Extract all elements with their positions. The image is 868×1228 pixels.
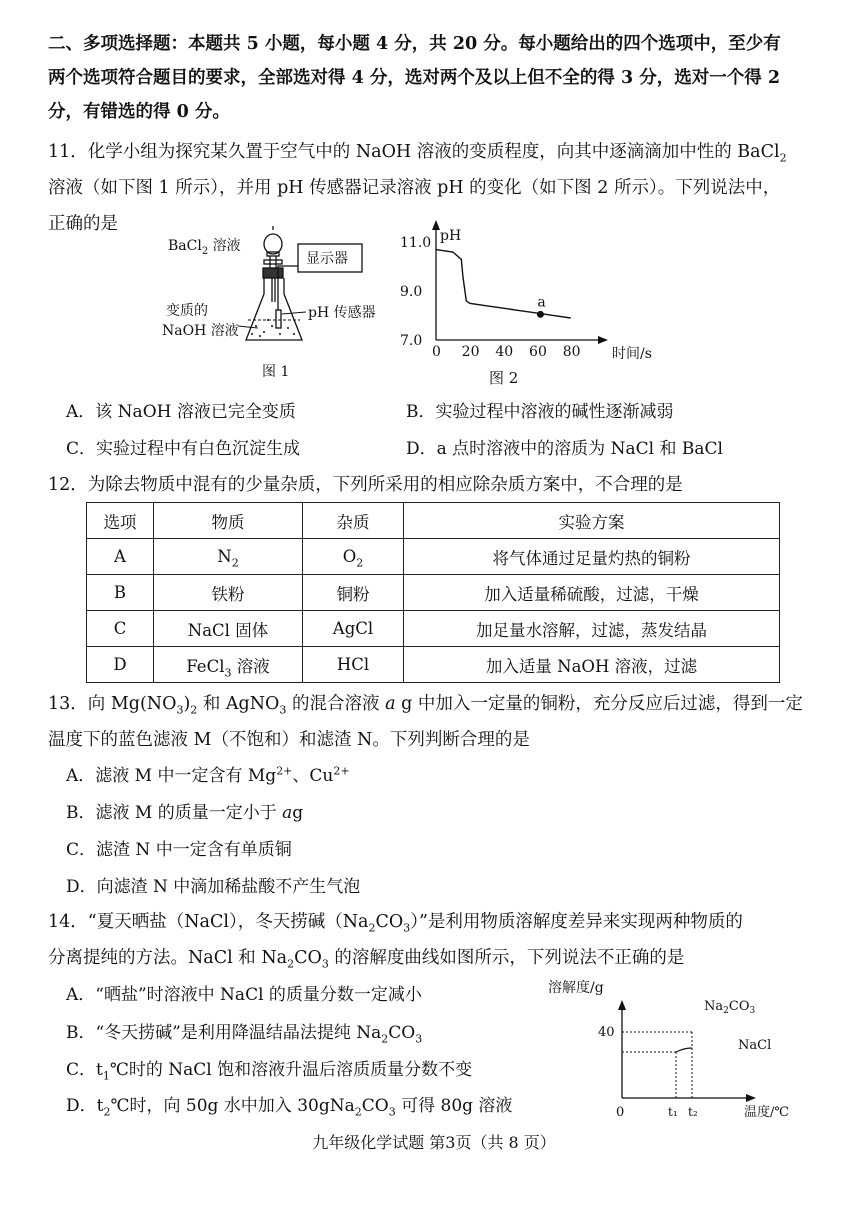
q13-option-a[interactable]: A．滤液 M 中一定含有 $Mg^{2+}$、$Cu^{2+}$ bbox=[66, 764, 350, 786]
solubility-origin: 0 bbox=[616, 1105, 625, 1120]
q13-option-c[interactable]: C．滤渣 N 中一定含有单质铜 bbox=[66, 840, 292, 860]
display-label: 显示器 bbox=[306, 251, 348, 267]
q11-option-b[interactable]: B．实验过程中溶液的碱性逐渐减弱 bbox=[406, 402, 674, 422]
ph-ytick-label: 11.0 bbox=[400, 235, 432, 252]
q11-stem-line1: 11．化学小组为探究某久置于空气中的 NaOH 溶液的变质程度，向其中逐滴滴加中性的 BaCl$_2$ bbox=[48, 142, 787, 165]
table-cell: HCl bbox=[303, 647, 404, 683]
q14-option-b[interactable]: B．“冬天捞碱”是利用降温结晶法提纯 $Na_2CO_3$ bbox=[66, 1023, 423, 1046]
table-cell: C bbox=[87, 611, 154, 647]
table-cell: $O_2$ bbox=[303, 539, 404, 575]
q11-stem-line2: 溶液（如下图 1 所示），并用 pH 传感器记录溶液 pH 的变化（如下图 2 所示）。下列说法中， bbox=[48, 178, 781, 198]
table-cell: D bbox=[87, 647, 154, 683]
fig1-naoh-label: NaOH 溶液 bbox=[162, 323, 239, 339]
solubility-xtick-t2: t₂ bbox=[688, 1105, 698, 1119]
q11-stem-line3: 正确的是 bbox=[48, 214, 118, 234]
ph-point-a bbox=[537, 311, 544, 318]
legend-na2co3: $Na_2CO_3$ bbox=[704, 999, 756, 1016]
ph-ytick-label: 7.0 bbox=[400, 333, 423, 349]
fig1-bacl2-label: BaCl$_2$ 溶液 bbox=[168, 238, 241, 257]
q14-stem-line1: 14．“夏天晒盐（NaCl），冬天捞碱$(Na_2CO_3)$”是利用物质溶解度差异来实现两种物质的 bbox=[48, 912, 743, 935]
q11-option-d[interactable]: D．a 点时溶液中的溶质为 NaCl 和 BaCl bbox=[406, 439, 723, 459]
legend-nacl: NaCl bbox=[738, 1038, 772, 1053]
solubility-x-arrow bbox=[746, 1094, 756, 1102]
conical-flask bbox=[246, 278, 302, 340]
ph-xtick-label: 0 bbox=[432, 344, 441, 360]
section-header-line3: 分，有错选的得 0 分。 bbox=[48, 102, 230, 122]
ph-point-a-label: a bbox=[537, 294, 546, 311]
section-header-line2: 两个选项符合题目的要求，全部选对得 4 分，选对两个及以上但不全的得 3 分，选对一个得 2 bbox=[48, 68, 780, 88]
fig1-spoiled-label: 变质的 bbox=[166, 303, 208, 319]
table-row bbox=[87, 611, 780, 647]
table-header: 物质 bbox=[154, 503, 303, 539]
q14-stem-line2: 分离提纯的方法。NaCl 和 $Na_2CO_3$ 的溶解度曲线如图所示，下列说法不正确的是 bbox=[48, 948, 685, 971]
q13-stem-line1: 13．向 $Mg(NO_3)_2$ 和 AgNO$_3$ 的混合溶液 a g 中加入一定量的铜粉，充分反应后过滤，得到一定 bbox=[48, 694, 803, 717]
q13-option-b[interactable]: B．滤液 M 的质量一定小于 ag bbox=[66, 803, 304, 823]
table-header-row bbox=[87, 503, 780, 539]
q14-option-d[interactable]: D．$t_2℃$时，向 50g 水中加入 $30gNa_2CO_3$ 可得 80g 溶液 bbox=[66, 1096, 513, 1119]
table-header: 选项 bbox=[87, 503, 154, 539]
table-cell: $N_2$ bbox=[154, 539, 303, 575]
ph-xtick-label: 60 bbox=[529, 344, 547, 360]
solubility-ytick-40: 40 bbox=[598, 1025, 615, 1040]
table-row bbox=[87, 647, 780, 683]
dropping-funnel bbox=[263, 226, 283, 302]
figure2-ph-chart bbox=[396, 216, 652, 386]
ph-xtick-label: 80 bbox=[562, 344, 581, 360]
table-cell: 铜粉 bbox=[303, 575, 404, 611]
page-footer: 九年级化学试题 第3页（共 8 页） bbox=[312, 1133, 556, 1152]
solubility-y-arrow bbox=[618, 1000, 626, 1010]
figure1-apparatus bbox=[160, 222, 400, 382]
q13-stem-line2: 温度下的蓝色滤液 M（不饱和）和滤渣 N。下列判断合理的是 bbox=[48, 730, 530, 750]
curve-na2co3 bbox=[676, 1048, 692, 1052]
q13-option-d[interactable]: D．向滤渣 N 中滴加稀盐酸不产生气泡 bbox=[66, 877, 361, 897]
q11-option-c[interactable]: C．实验过程中有白色沉淀生成 bbox=[66, 439, 301, 459]
table-cell: 加入适量稀硫酸，过滤，干燥 bbox=[404, 575, 780, 611]
section-header-line1: 二、多项选择题：本题共 5 小题，每小题 4 分，共 20 分。每小题给出的四个选项中，至少有 bbox=[48, 34, 781, 54]
fig2-caption: 图 2 bbox=[489, 369, 519, 387]
table-cell: AgCl bbox=[303, 611, 404, 647]
table-cell: FeCl$_3$ 溶液 bbox=[154, 647, 303, 683]
q12-table bbox=[86, 502, 780, 683]
ph-ytick-label: 9.0 bbox=[400, 284, 423, 301]
table-cell: 铁粉 bbox=[154, 575, 303, 611]
ph-x-arrow bbox=[598, 336, 608, 344]
fig1-sensor-label: pH 传感器 bbox=[308, 305, 376, 321]
q14-option-a[interactable]: A．“晒盐”时溶液中 NaCl 的质量分数一定减小 bbox=[66, 985, 422, 1005]
solubility-xtick-t1: t₁ bbox=[668, 1105, 678, 1119]
fig1-caption: 图 1 bbox=[262, 364, 290, 380]
ph-xtick-label: 40 bbox=[495, 344, 514, 360]
q11-option-a[interactable]: A．该 NaOH 溶液已完全变质 bbox=[66, 402, 296, 422]
table-cell: 加入适量 NaOH 溶液，过滤 bbox=[404, 647, 780, 683]
table-cell: B bbox=[87, 575, 154, 611]
ph-xlabel: 时间/s bbox=[612, 346, 652, 362]
ph-xtick-label: 20 bbox=[461, 344, 480, 360]
table-row bbox=[87, 539, 780, 575]
table-row bbox=[87, 575, 780, 611]
ph-series-line bbox=[436, 250, 571, 318]
solubility-xlabel: 温度/℃ bbox=[744, 1105, 789, 1120]
q12-stem: 12．为除去物质中混有的少量杂质，下列所采用的相应除杂质方案中，不合理的是 bbox=[48, 475, 683, 495]
table-cell: NaCl 固体 bbox=[154, 611, 303, 647]
solubility-ylabel: 溶解度/g bbox=[548, 980, 604, 996]
table-header: 杂质 bbox=[303, 503, 404, 539]
table-cell: 将气体通过足量灼热的铜粉 bbox=[404, 539, 780, 575]
ph-y-arrow bbox=[432, 220, 440, 230]
q14-option-c[interactable]: C．$t_1℃$时的 NaCl 饱和溶液升温后溶质质量分数不变 bbox=[66, 1060, 473, 1083]
table-cell: A bbox=[87, 539, 154, 575]
solubility-chart bbox=[548, 976, 820, 1126]
table-header: 实验方案 bbox=[404, 503, 780, 539]
table-cell: 加足量水溶解，过滤，蒸发结晶 bbox=[404, 611, 780, 647]
ph-ylabel: pH bbox=[440, 228, 462, 244]
